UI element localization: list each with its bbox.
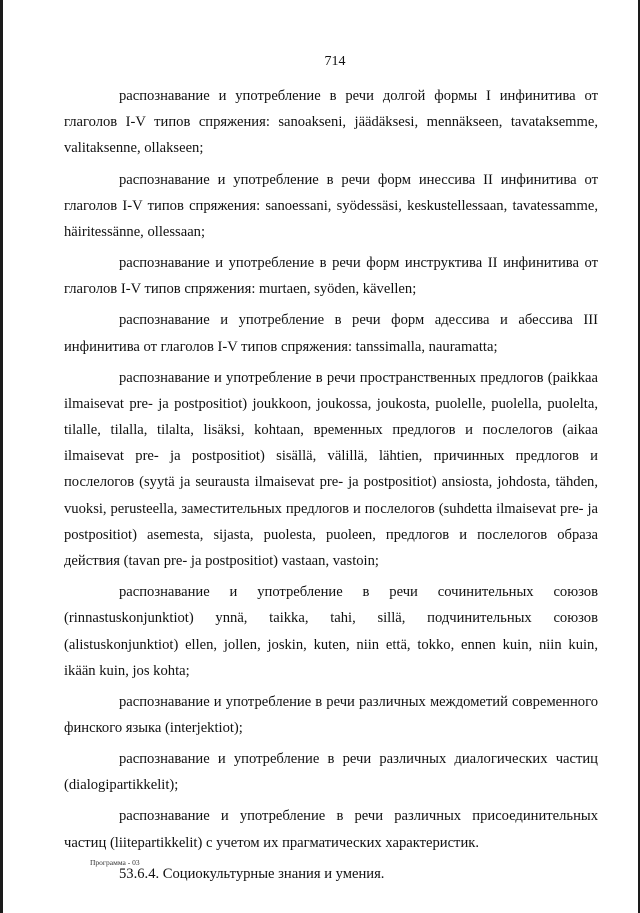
paragraph-1: распознавание и употребление в речи долгой формы I инфинитива от глаголов I-V типов спряжения: sanoakseni, jäädäksesi, mennäkseen, tavataksemme, valitaksenne, ollakseen; <box>64 88 598 157</box>
paragraph-5: распознавание и употребление в речи пространственных предлогов (paikkaa ilmaisevat pre- ja postpositiot) joukkoon, joukossa, joukosta, puolelle, puolella, puolelta, tilalle, tilalla, tilalta, lisäksi, kohtaan, временных предлогов и послелогов (aikaa ilmaisevat pre- ja postpositiot) sisällä, välillä, lähtien, причинных предлогов и послелогов (syytä ja seurausta ilmaisevat pre- ja postpositiot) ansiosta, johdosta, tähden, vuoksi, perusteella, заместительных предлогов и послелогов (suhdetta ilmaisevat pre- ja postpositiot) asemesta, sijasta, puolesta, puoleen, предлогов и послелогов образа действия (tavan pre- ja postpositiot) vastaan, vastoin; <box>64 369 598 570</box>
paragraph-9: распознавание и употребление в речи различных присоединительных частиц (liitepartikkelit) с учетом их прагматических характеристик. <box>64 808 598 851</box>
paragraph-7: распознавание и употребление в речи различных междометий современного финского языка (interjektiot); <box>64 693 598 737</box>
paragraph-2: распознавание и употребление в речи форм инессива II инфинитива от глаголов I-V типов спряжения: sanoessani, syödessäsi, keskustellessaan, tavatessamme, häiritessänne, ollessaan; <box>64 171 598 240</box>
paragraph-8: распознавание и употребление в речи различных диалогических частиц (dialogipartikkelit); <box>64 751 598 794</box>
page-number: 714 <box>324 54 346 69</box>
paragraph-6: распознавание и употребление в речи сочинительных союзов (rinnastuskonjunktiot) ynnä, taikka, tahi, sillä, подчинительных союзов (alistuskonjunktiot) ellen, jollen, joskin, kuten, niin että, tokko, ennen kuin, niin kuin, ikään kuin, jos kohta; <box>64 584 598 679</box>
paragraph-3: распознавание и употребление в речи форм инструктива II инфинитива от глаголов I-V типов спряжения: murtaen, syöden, kävellen; <box>64 255 598 298</box>
section-heading: 53.6.4. Социокультурные знания и умения. <box>119 865 385 882</box>
scan-edge-left <box>0 0 3 913</box>
footer-label: Программа - 03 <box>90 858 140 867</box>
document-body <box>64 83 598 887</box>
paragraph-4: распознавание и употребление в речи форм адессива и абессива III инфинитива от глаголов I-V типов спряжения: tanssimalla, nauramatta; <box>64 312 598 355</box>
